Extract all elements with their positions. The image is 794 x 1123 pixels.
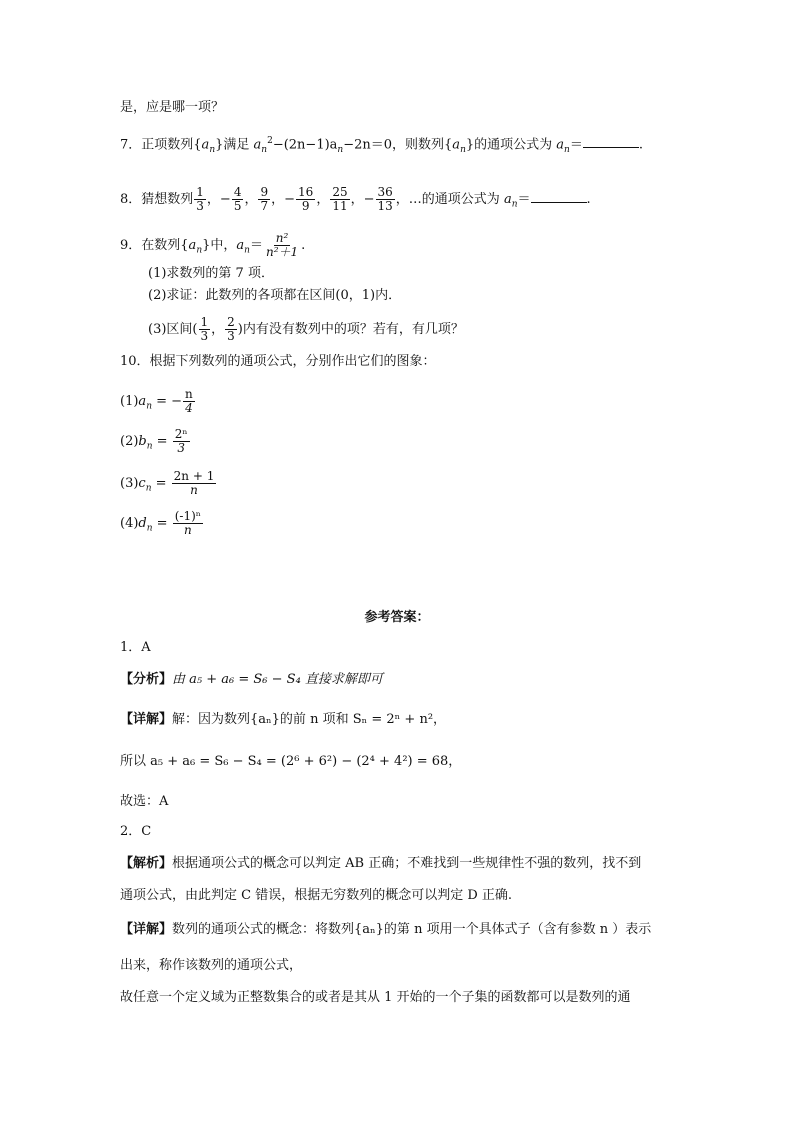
question-10-item: $(1)a_n$ = − $\frac{n}{4}$ [120,387,193,415]
sequence-term [296,186,315,213]
question-10: 10．根据下列数列的通项公式，分别作出它们的图象： [120,354,436,369]
sequence-separator: ，− [350,192,375,207]
sequence-term [232,186,244,213]
question-8-sequence [193,185,396,213]
question-9: 9．在数列$\{a_n\}$中，$a_n=$ $\frac{\text{n²}}{\text{n²＋1}}$ . [120,231,306,259]
term-numerator: 4 [233,185,242,199]
item-fraction [183,388,195,415]
term-denominator: 13 [377,199,393,213]
term-numerator: 36 [377,185,393,199]
answer-blank[interactable] [531,188,587,203]
question-10-item: $(4)d_n$ = $\frac{\text{(-1)ⁿ}}{n}$ [120,509,201,537]
item-denominator: 3 [177,441,185,455]
sequence-term [330,186,349,213]
term-denominator: 5 [233,199,242,213]
item-equals: = [152,516,172,531]
item-fraction [173,510,203,537]
sequence-term [194,186,206,213]
answer-1-analysis: 【分析】由 a₅ + a₆ = S₆ − S₄ 直接求解即可 [120,672,383,687]
term-denominator: 9 [301,199,310,213]
sequence-separator: ， [316,192,330,207]
item-numerator: 2n + 1 [173,469,215,483]
question-9-part-3: (3)区间( $\frac{1}{3}$ ， $\frac{2}{3}$ )内有没有数列中的项？若有，有几项？ [148,315,464,343]
answer-2-detail-3: 故任意一个定义域为正整数集合的或者是其从 1 开始的一个子集的函数都可以是数列的通 [120,990,631,1005]
term-denominator: 11 [332,199,348,213]
item-numerator: 2ⁿ [174,427,188,441]
item-variable: d [138,516,147,531]
question-6-tail: 是，应是哪一项？ [120,100,225,115]
term-denominator: 7 [260,199,269,213]
term-denominator: 3 [196,199,204,213]
item-label: (4) [120,516,139,531]
term-numerator: 16 [298,185,314,199]
term-numerator: 9 [260,185,269,199]
item-equals: = [151,476,171,491]
item-numerator: (-1)ⁿ [174,509,201,523]
item-fraction [172,470,217,497]
item-denominator: n [183,523,192,537]
sequence-separator: ， [244,192,258,207]
question-9-part-1: (1)求数列的第 7 项． [148,266,274,281]
answer-1-choice: 故选：A [120,794,169,809]
question-9-part-2: (2)求证：此数列的各项都在区间(0，1)内． [148,288,402,303]
question-8: 8．猜想数列 $\frac{1}{3}$ ，− $\frac{4}{5}$ ， $\frac{9}{7}$ ，− $\frac{16}{9}$ ， $\frac{25}{11}$ ，− $\frac{36}{13}$ ，…的通项公式为 $a_n=$ . [120,185,591,213]
answer-2: 2．C [120,824,152,839]
answer-1-calc: 所以 a₅ + a₆ = S₆ − S₄ = (2⁶ + 6²) − (2⁴ + 4²) = 68， [120,754,462,769]
answer-1-detail: 【详解】解：因为数列{aₙ}的前 n 项和 Sₙ = 2ⁿ + n²， [120,712,447,727]
item-label: (1) [120,394,139,409]
answer-2-detail-1: 【详解】数列的通项公式的概念：将数列{aₙ}的第 n 项用一个具体式子（含有参数 n ）表示 [120,922,652,937]
answer-2-analysis-1: 【解析】根据通项公式的概念可以判定 AB 正确；不难找到一些规律性不强的数列，找不到 [120,856,642,871]
item-equals: = − [151,394,183,409]
sequence-term [376,186,395,213]
question-10-item: $(2)b_n$ = $\frac{\text{2ⁿ}}{3}$ [120,427,188,455]
item-label: (3) [120,476,139,491]
item-variable: c [138,476,146,491]
item-denominator: 4 [185,401,193,415]
item-label: (2) [120,434,139,449]
answer-1: 1．A [120,640,151,655]
answers-title: 参考答案： [364,610,430,625]
question-7: 7．正项数列$\{a_n\}$满足 $a_n^2-(2n-1)a_n-2n=0$，则数列$\{a_n\}$的通项公式为 $a_n=$ . [120,131,643,160]
item-fraction [173,428,190,455]
fraction: $\frac{2}{3}$ [227,315,235,343]
fraction: $\frac{1}{3}$ [200,315,209,343]
answer-blank[interactable] [583,133,639,148]
question-10-item: $(3)c_n$ = $\frac{2n + 1}{n}$ [120,469,215,497]
item-numerator: n [185,387,193,401]
fraction: $\frac{\text{n²}}{\text{n²＋1}}$ [265,231,299,259]
sequence-term [258,186,270,213]
sequence-separator: ，− [271,192,296,207]
item-denominator: n [190,483,198,497]
answer-2-detail-2: 出来，称作该数列的通项公式， [120,958,303,973]
term-numerator: 1 [196,185,204,199]
item-equals: = [152,434,172,449]
answer-2-analysis-2: 通项公式，由此判定 C 错误，根据无穷数列的概念可以判定 D 正确. [120,888,513,903]
item-variable: a [138,394,147,409]
item-variable: b [138,434,147,449]
term-numerator: 25 [332,185,348,199]
sequence-separator: ，− [206,192,231,207]
